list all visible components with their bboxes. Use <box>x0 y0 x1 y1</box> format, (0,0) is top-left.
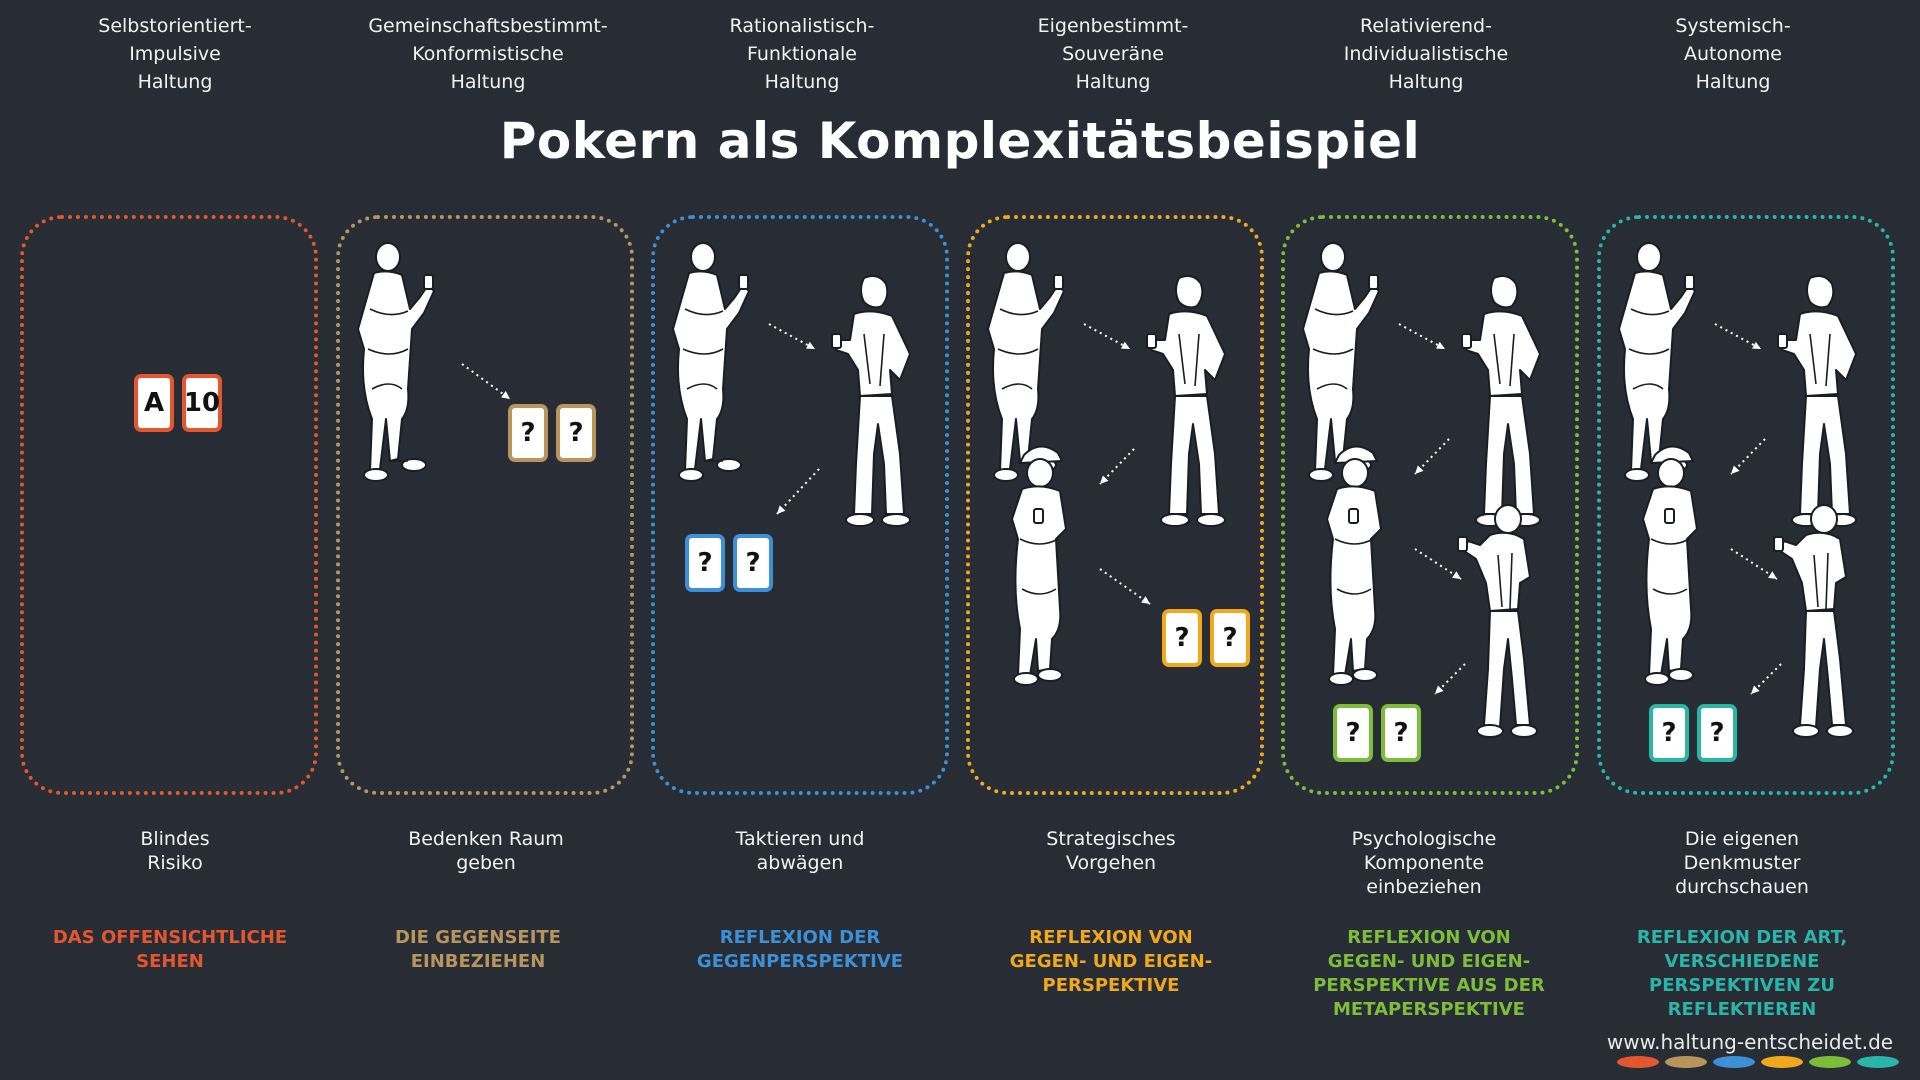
stage-heading: Eigenbestimmt- Souveräne Haltung <box>1037 15 1189 93</box>
card-value: ? <box>697 548 713 578</box>
card-value: ? <box>520 418 536 448</box>
card-value: ? <box>745 548 761 578</box>
dotted-arrow-icon <box>1601 219 1901 799</box>
stage-tagline: DAS OFFENSICHTLICHE SEHEN <box>52 927 288 972</box>
card-value: ? <box>1174 623 1190 653</box>
playing-card <box>556 404 596 462</box>
color-dot <box>1713 1056 1755 1068</box>
stage-tagline: REFLEXION VON GEGEN- UND EIGEN- PERSPEKTIVE <box>1009 927 1213 996</box>
stage-heading: Rationalistisch- Funktionale Haltung <box>729 15 875 93</box>
color-dots <box>1617 1056 1899 1068</box>
stage-tagline: DIE GEGENSEITE EINBEZIEHEN <box>395 927 561 972</box>
stage-caption: Die eigenen Denkmuster durchschauen <box>1675 828 1809 898</box>
playing-card <box>182 374 222 432</box>
stage-panel <box>1281 215 1579 795</box>
stage-tagline: REFLEXION VON GEGEN- UND EIGEN- PERSPEKTIVE AUS DER METAPERSPEKTIVE <box>1313 927 1545 1020</box>
card-value: ? <box>1345 718 1361 748</box>
playing-card <box>134 374 174 432</box>
color-dot <box>1665 1056 1707 1068</box>
color-dot <box>1809 1056 1851 1068</box>
stage-heading: Relativierend- Individualistische Haltung <box>1343 15 1509 93</box>
color-dot <box>1857 1056 1899 1068</box>
playing-card <box>685 534 725 592</box>
playing-card <box>733 534 773 592</box>
dotted-arrow-icon <box>970 219 1270 799</box>
stage-caption: Taktieren und abwägen <box>735 828 865 874</box>
playing-card <box>1162 609 1202 667</box>
page-title: Pokern als Komplexitätsbeispiel <box>499 112 1421 170</box>
color-dot <box>1617 1056 1659 1068</box>
stage-heading: Gemeinschaftsbestimmt- Konformistische Haltung <box>368 15 608 93</box>
card-value: ? <box>1661 718 1677 748</box>
card-value: ? <box>1222 623 1238 653</box>
dotted-arrow-icon <box>340 219 640 799</box>
stage-tagline: REFLEXION DER ART, VERSCHIEDENE PERSPEKTIVEN ZU REFLEKTIEREN <box>1636 927 1848 1020</box>
playing-card <box>1381 704 1421 762</box>
playing-card <box>508 404 548 462</box>
card-value: 10 <box>183 388 221 418</box>
playing-card <box>1649 704 1689 762</box>
stage-heading: Systemisch- Autonome Haltung <box>1675 15 1791 93</box>
dotted-arrow-icon <box>1285 219 1585 799</box>
dotted-arrow-icon <box>655 219 955 799</box>
stage-caption: Bedenken Raum geben <box>408 828 564 874</box>
card-value: A <box>143 388 165 418</box>
playing-card <box>1697 704 1737 762</box>
stage-panel <box>336 215 634 795</box>
color-dot <box>1761 1056 1803 1068</box>
card-value: ? <box>1709 718 1725 748</box>
stage-caption: Blindes Risiko <box>140 828 210 874</box>
stage-panel <box>966 215 1264 795</box>
stage-caption: Psychologische Komponente einbeziehen <box>1351 828 1497 898</box>
stage-panel <box>1597 215 1895 795</box>
stage-tagline: REFLEXION DER GEGENPERSPEKTIVE <box>696 927 904 972</box>
stage-heading: Selbstorientiert- Impulsive Haltung <box>98 15 252 93</box>
stage-caption: Strategisches Vorgehen <box>1046 828 1176 874</box>
card-value: ? <box>1393 718 1409 748</box>
footer-url[interactable]: www.haltung-entscheidet.de <box>1606 1030 1894 1054</box>
stage-panel <box>651 215 949 795</box>
playing-card <box>1210 609 1250 667</box>
stage-panel <box>20 215 318 795</box>
playing-card <box>1333 704 1373 762</box>
card-value: ? <box>568 418 584 448</box>
